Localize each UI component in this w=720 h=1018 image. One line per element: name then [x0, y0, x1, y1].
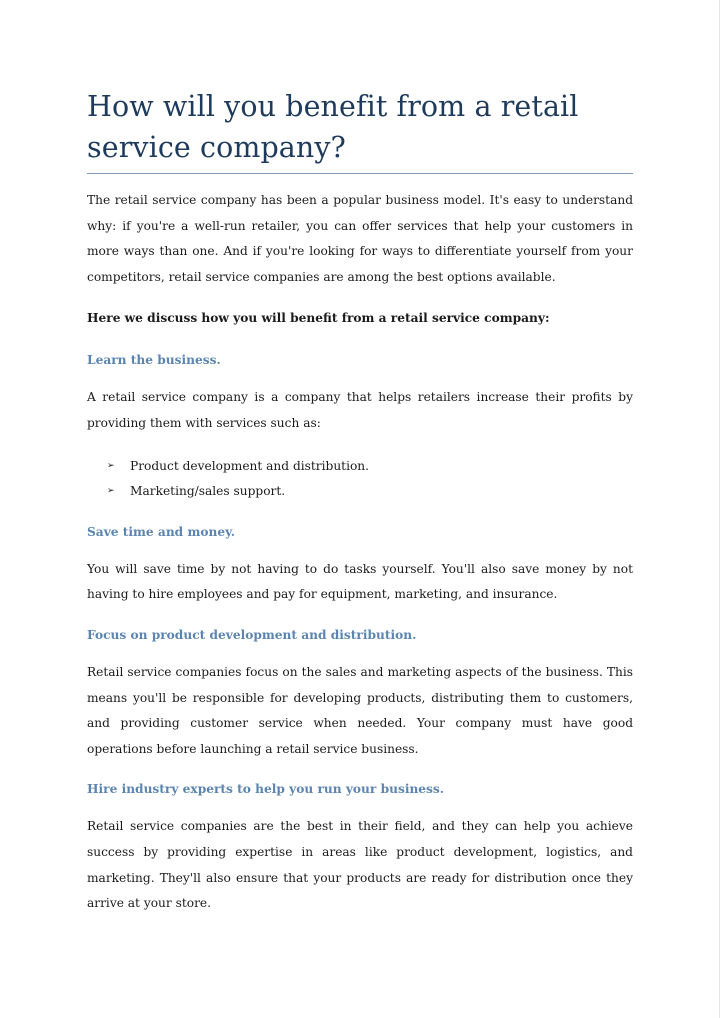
arrow-bullet-icon: ➢	[107, 460, 115, 471]
page-title: How will you benefit from a retail service company?	[87, 86, 633, 174]
services-bullet-list	[87, 454, 633, 505]
section-body-learn-business: A retail service company is a company that helps retailers increase their profits by providing them with services such as:	[87, 390, 633, 430]
list-item	[107, 454, 633, 480]
section-body-focus-product: Retail service companies focus on the sales and marketing aspects of the business. This means you'll be responsible for developing products, distributing them to customers, and providing customer service when needed. Your company must have good operations before launching a retail service business.	[87, 664, 633, 756]
list-item-text: Marketing/sales support.	[130, 484, 286, 499]
lead-sentence: Here we discuss how you will benefit from a retail service company:	[87, 311, 550, 326]
list-item	[107, 479, 633, 505]
section-body-save-time: You will save time by not having to do tasks yourself. You'll also save money by not having to hire employees and pay for equipment, marketing, and insurance.	[87, 561, 633, 602]
section-heading-focus-product: Focus on product development and distribution.	[87, 627, 417, 642]
arrow-bullet-icon: ➢	[107, 486, 115, 497]
intro-paragraph: The retail service company has been a popular business model. It's easy to understand why: if you're a well-run retailer, you can offer services that help your customers in more ways than one. And if you're looking for ways to differentiate yourself from your competitors, retail service companies are among the best options available.	[87, 193, 633, 284]
section-heading-learn-business: Learn the business.	[87, 353, 221, 368]
document-content	[87, 86, 633, 917]
section-heading-hire-experts: Hire industry experts to help you run your business.	[87, 782, 445, 797]
section-body-hire-experts: Retail service companies are the best in their field, and they can help you achieve success by providing expertise in areas like product development, logistics, and marketing. They'll also ensure that your products are ready for distribution once they arrive at your store.	[87, 819, 633, 911]
list-item-text: Product development and distribution.	[130, 458, 370, 473]
section-heading-save-time: Save time and money.	[87, 524, 236, 539]
